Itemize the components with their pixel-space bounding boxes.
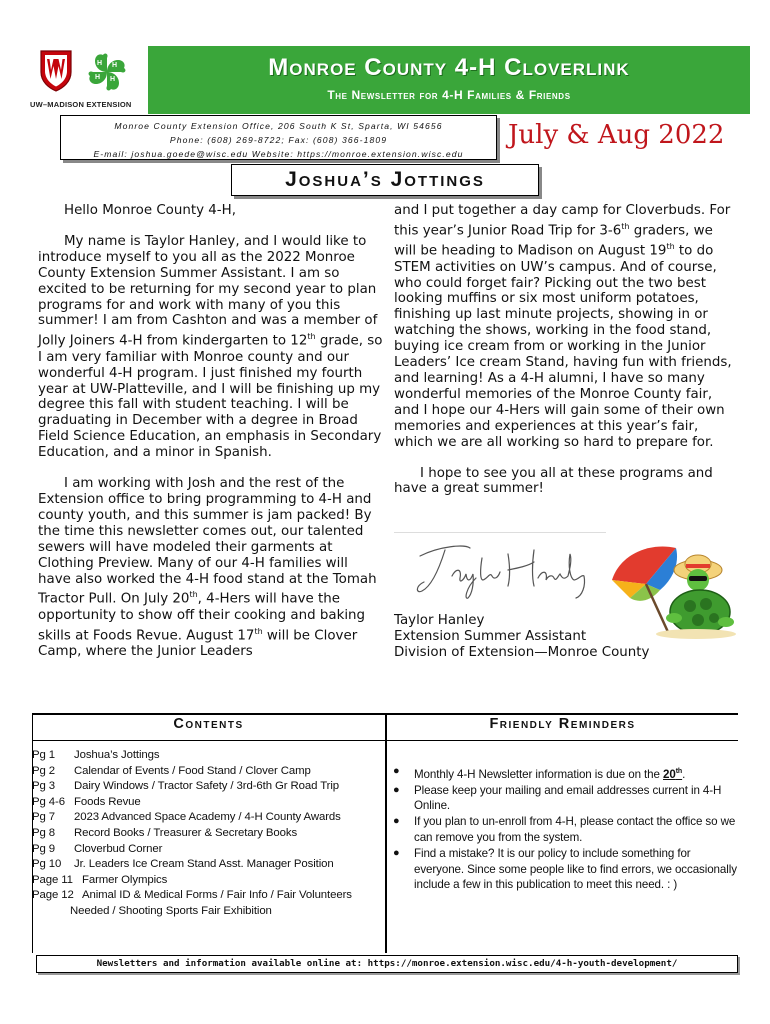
toc-row: Pg 3 Dairy Windows / Tractor Safety / 3rd-6th Gr Road Trip [32,780,339,793]
list-item: ● Please keep your mailing and email addresses current in 4-H Online. [393,783,722,813]
bullet-icon: ● [393,783,400,796]
bullet-icon: ● [393,815,400,828]
org-label: UW–MADISON EXTENSION [30,100,132,109]
contact-address: Monroe County Extension Office, 206 South K St, Sparta, WI 54656 [114,121,443,131]
toc-row: Pg 4-6 Foods Revue [32,795,141,808]
logo-block [30,44,148,114]
letter-closing: I hope to see you all at these programs and have a great summer! [394,465,713,497]
toc-row: Pg 9 Cloverbud Corner [32,842,163,855]
newsletter-subtitle: The Newsletter for 4-H Families & Friends [327,88,571,102]
bullet-icon: ● [393,846,400,859]
uw-crest-icon [38,48,74,92]
letter-paragraph-1: My name is Taylor Hanley, and I would like to introduce myself to you all as the 2022 Monroe County Extension Summer Assistant. I am so excited to be returning for my second year to plan programs for and work with many of you this summer! I am from Cashton and was a member of Jolly Joiners 4-H from kindergarten to 12th grade, so I am very familiar with Monroe county and our wonderful 4-H program. I just finished my fourth year at UW-Platteville, and I will be finishing up my degree this fall with student teaching. I will be graduating in December with a degree in Broad Field Science Education, an emphasis in Secondary Education, and a minor in Spanish. [38,233,383,461]
contents-header-rule [32,740,385,741]
toc-row: Pg 2 Calendar of Events / Food Stand / Clover Camp [32,764,311,777]
contact-email-website: E-mail: joshua.goede@wisc.edu Website: https://monroe.extension.wisc.edu [93,149,464,159]
toc-row-continuation: Needed / Shooting Sports Fair Exhibition [70,904,272,917]
reminders-header-rule [387,740,738,741]
boxes-divider [385,713,387,953]
newsletter-title: Monroe County 4-H Cloverlink [268,54,630,81]
letter-greeting: Hello Monroe County 4-H, [64,203,236,218]
divider [394,532,606,533]
reminders-heading: Friendly Reminders [489,716,636,732]
svg-text:H: H [97,60,103,67]
section-title: Joshua’s Jottings [231,164,539,196]
toc-row: Page 12 Animal ID & Medical Forms / Fair Info / Fair Volunteers [32,889,352,902]
svg-text:H: H [112,62,118,69]
list-item: ● Monthly 4-H Newsletter information is due on the 20th. [393,765,686,781]
svg-text:H: H [110,76,116,83]
footer-link-bar[interactable]: Newsletters and information available online at: https://monroe.extension.wisc.edu/4-h-youth-development/ [36,955,738,973]
contact-phone: Phone: (608) 269-8722; Fax: (608) 366-1809 [169,135,388,145]
letter-paragraph-2: I am working with Josh and the rest of the Extension office to bring programming to 4-H and county youth, and this summer is jam packed! By the time this newsletter comes out, our talented sewers will have modeled their garments at Clothing Preview. Many of our 4-H families will have also worked the 4-H food stand at the Tomah Tractor Pull. On July 20th, 4-Hers will have the opportunity to show off their cooking and baking skills at Foods Revue. August 17th will be Clover Camp, where the Junior Leaders [38,476,377,660]
contents-heading: Contents [173,716,244,732]
letter-column-right [394,203,734,497]
signature-block [394,613,714,661]
four-leaf-clover-icon [82,48,132,98]
signer-name: Taylor Hanley [394,613,485,628]
signature-image [410,536,600,606]
signer-title: Extension Summer Assistant [394,628,587,644]
title-banner [148,46,750,114]
signer-org: Division of Extension—Monroe County [394,644,650,660]
bullet-icon: ● [393,765,400,777]
toc-row: Pg 10 Jr. Leaders Ice Cream Stand Asst. Manager Position [32,858,334,871]
toc-row: Pg 8 Record Books / Treasurer & Secretary Books [32,826,298,839]
letter-column-left [38,203,383,660]
contact-box [60,115,497,160]
reminders-list [393,764,738,893]
toc-row: Page 11 Farmer Olympics [32,873,168,886]
table-of-contents [32,748,382,920]
svg-text:H: H [95,74,101,81]
letter-paragraph-3: and I put together a day camp for Cloverbuds. For this year’s Junior Road Trip for 3-6th graders, we will be heading to Madison on August 19th to do STEM activities on UW’s campus. And of course, who could forget fair? Picking out the two best looking muffins or six most uniform potatoes, finishing up last minute projects, showing in or watching the shows, working in the food stand, buying ice cream from or working in the Junior Leaders’ Ice cream Stand, having fun with friends, and learning! As a 4-H alumni, I have so many wonderful memories of the Monroe County fair, and I hope our 4-Hers will gain some of their own memories and experiences at this year’s fair, which we are all working so hard to prepare for. [394,203,732,450]
toc-row: Pg 7 2023 Advanced Space Academy / 4-H County Awards [32,811,341,824]
list-item: ● Find a mistake? It is our policy to include something for everyone. Since some people like to find errors, we occasionally include a few in this publication to meet this need. : ) [393,846,737,892]
issue-date: July & Aug 2022 [508,120,725,150]
list-item: ● If you plan to un-enroll from 4-H, please contact the office so we can remove you from the system. [393,815,736,845]
toc-row: Pg 1 Joshua’s Jottings [32,749,160,761]
